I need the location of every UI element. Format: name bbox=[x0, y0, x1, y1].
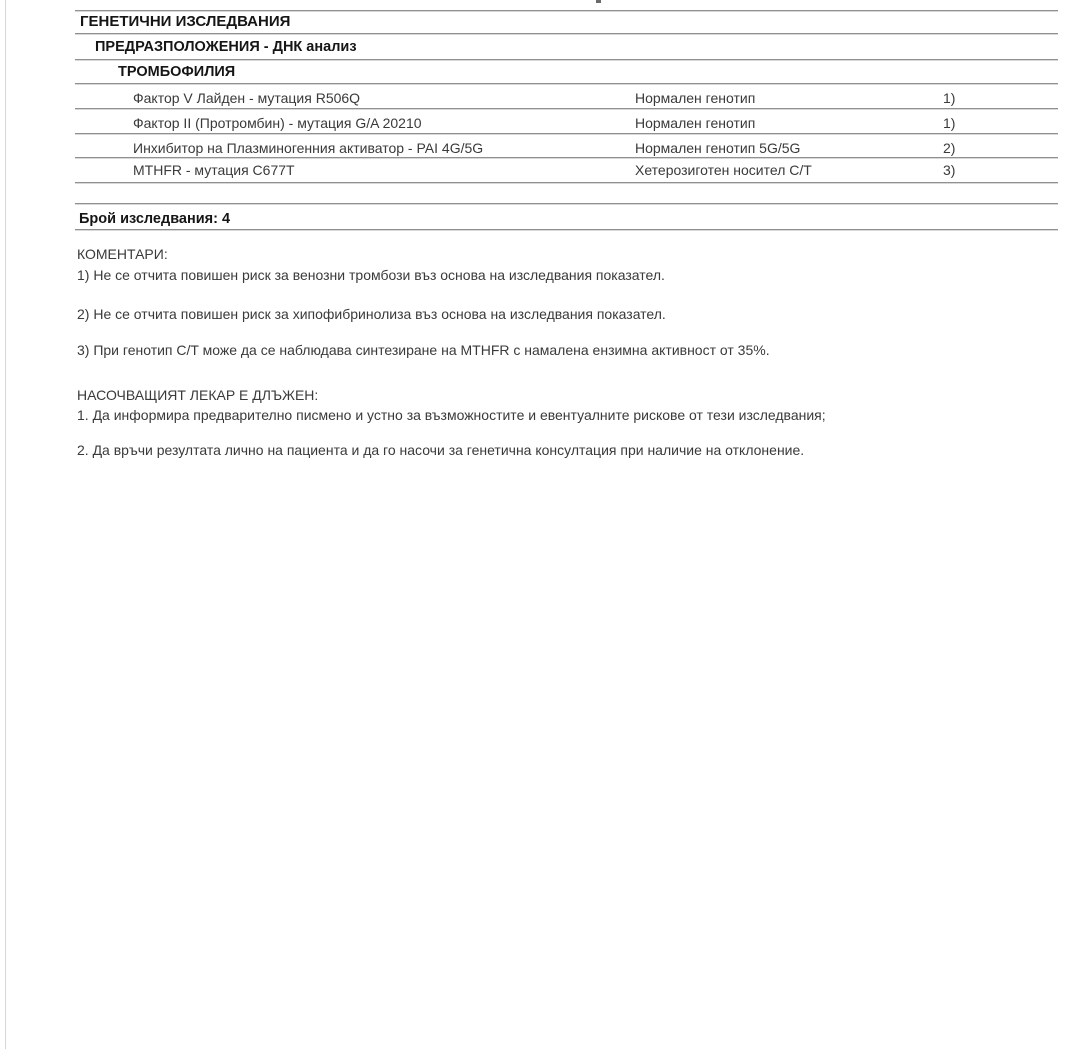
comment-note: 1) Не се отчита повишен риск за венозни тромбози въз основа на изследвания показател. bbox=[77, 267, 665, 283]
table-rule bbox=[75, 157, 1058, 159]
comments-heading: КОМЕНТАРИ: bbox=[77, 246, 168, 262]
test-name: MTHFR - мутация C677T bbox=[133, 162, 295, 178]
panel-header: ТРОМБОФИЛИЯ bbox=[118, 64, 236, 80]
test-result: Нормален генотип bbox=[635, 115, 756, 131]
physician-heading: НАСОЧВАЩИЯТ ЛЕКАР Е ДЛЪЖЕН: bbox=[77, 387, 319, 403]
test-name: Фактор V Лайден - мутация R506Q bbox=[133, 90, 361, 106]
section-header: ГЕНЕТИЧНИ ИЗСЛЕДВАНИЯ bbox=[80, 13, 291, 30]
test-note-ref: 1) bbox=[943, 90, 956, 106]
test-name: Фактор II (Протромбин) - мутация G/A 20210 bbox=[133, 115, 422, 131]
test-note-ref: 3) bbox=[943, 162, 956, 178]
table-rule bbox=[75, 59, 1058, 61]
table-rule bbox=[75, 203, 1058, 205]
page-left-border bbox=[5, 0, 6, 1049]
test-name: Инхибитор на Плазминогенния активатор - PAI 4G/5G bbox=[133, 140, 484, 156]
cropped-text-remnant bbox=[596, 0, 601, 3]
test-note-ref: 2) bbox=[943, 140, 956, 156]
table-rule bbox=[75, 83, 1058, 85]
subsection-header: ПРЕДРАЗПОЛОЖЕНИЯ - ДНК анализ bbox=[95, 39, 357, 55]
table-rule bbox=[75, 182, 1058, 184]
table-rule bbox=[75, 133, 1058, 135]
comment-note: 2) Не се отчита повишен риск за хипофибринолиза въз основа на изследвания показател. bbox=[77, 306, 666, 322]
physician-obligation: 2. Да връчи резултата лично на пациента и да го насочи за генетична консултация при наличие на отклонение. bbox=[77, 442, 805, 458]
test-note-ref: 1) bbox=[943, 115, 956, 131]
test-result: Нормален генотип 5G/5G bbox=[635, 140, 801, 156]
comment-note: 3) При генотип C/T може да се наблюдава синтезиране на MTHFR с намалена ензимна активност от 35%. bbox=[77, 342, 770, 358]
table-rule bbox=[75, 10, 1058, 12]
test-count: Брой изследвания: 4 bbox=[79, 211, 231, 227]
test-result: Хетерозиготен носител C/T bbox=[635, 162, 812, 178]
table-rule bbox=[75, 229, 1058, 231]
test-result: Нормален генотип bbox=[635, 90, 756, 106]
table-rule bbox=[75, 33, 1058, 35]
physician-obligation: 1. Да информира предварително писмено и устно за възможностите и евентуалните рискове от тези изследвания; bbox=[77, 407, 826, 423]
table-rule bbox=[75, 108, 1058, 110]
